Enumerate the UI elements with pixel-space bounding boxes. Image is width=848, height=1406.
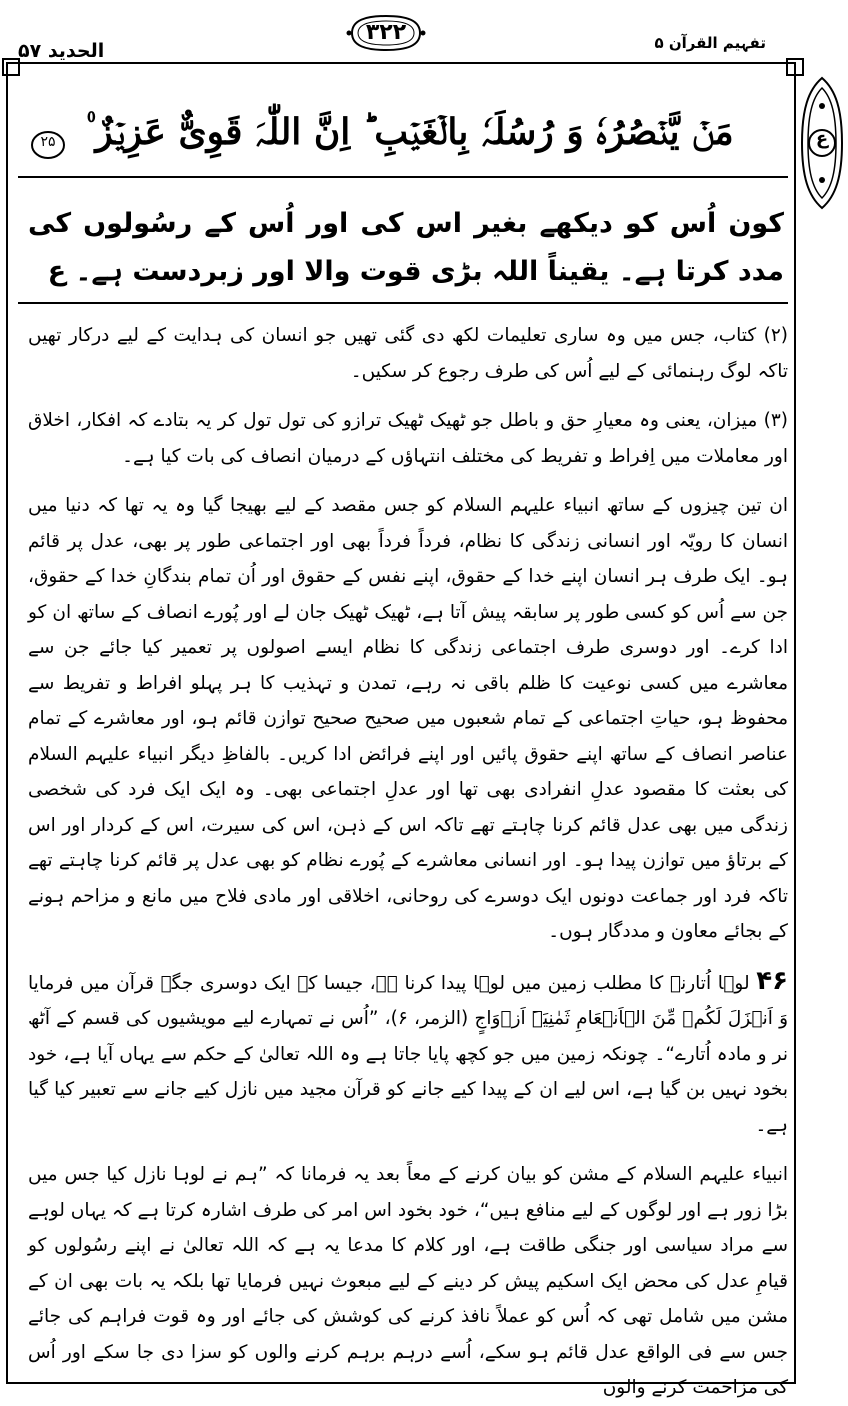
note-paragraph: انبیاء علیہم السلام کے مشن کو بیان کرنے کے معاً بعد یہ فرمانا کہ ”ہم نے لوہا نازل کیا جس میں بڑا زور ہے اور لوگوں کے لیے منافع ہیں“، خود بخود اس امر کی طرف اشارہ کرتا ہے کہ یہاں لوہے سے مراد سیاسی اور جنگی طاقت ہے، اور کلام کا مدعا یہ ہے کہ اللہ تعالیٰ نے اپنے رسُولوں کو قیامِ عدل کی محض ایک اسکیم پیش کر دینے کے لیے مبعوث نہیں فرمایا تھا بلکہ یہ بات بھی ان کے مشن میں شامل تھی کہ اُس کو عملاً نافذ کرنے کی کوشش کی جائے اور وہ قوت فراہم کی جائے جس سے فی الواقع عدل قائم ہو سکے، اُسے درہم برہم کرنے والوں کو سزا دی جا سکے اور اُس کی مزاحمت کرنے والوں	[28, 1164, 788, 1398]
note-paragraph: ان تین چیزوں کے ساتھ انبیاء علیہم السلام کو جس مقصد کے لیے بھیجا گیا وہ یہ تھا کہ دنیا میں انسان کا رویّہ اور انسانی زندگی کا نظام، فرداً فرداً بھی اور اجتماعی طور پر بھی، عدل پر قائم ہو۔ ایک طرف ہر انسان اپنے خدا کے حقوق، اپنے نفس کے حقوق اور اُن تمام بندگانِ خدا کے حقوق، جن سے اُس کو کسی طور پر سابقہ پیش آتا ہے، ٹھیک ٹھیک جان لے اور پُورے انصاف کے ساتھ ان کو ادا کرے۔ اور دوسری طرف اجتماعی زندگی کا نظام ایسے اصولوں پر تعمیر کیا جائے جن سے معاشرے میں کسی نوعیت کا ظلم باقی نہ رہے، تمدن و تہذیب کا ہر پہلو افراط و تفریط سے محفوظ ہو، حیاتِ اجتماعی کے تمام شعبوں میں صحیح صحیح توازن قائم ہو، اور معاشرے کے تمام عناصر انصاف کے ساتھ اپنے حقوق پائیں اور اپنے فرائض ادا کریں۔ بالفاظِ دیگر انبیاء علیہم السلام کی بعثت کا مقصود عدلِ انفرادی بھی تھا اور عدلِ اجتماعی بھی۔ وہ ایک ایک فرد کی شخصی زندگی میں بھی عدل قائم کرنا چاہتے تھے تاکہ اس کے ذہن، اس کی سیرت، اس کے کردار اور اس کے برتاؤ میں توازن پیدا ہو۔ اور انسانی معاشرے کے پُورے نظام کو بھی عدل پر قائم کرنا چاہتے تھے تاکہ فرد اور جماعت دونوں ایک دوسرے کی روحانی، اخلاقی اور مادی فلاح میں مانع و مزاحم ہونے کے بجائے معاون و مددگار ہوں۔	[28, 495, 788, 942]
ayah-number: ۲۵	[40, 134, 56, 150]
border-corner-ornament	[2, 58, 20, 76]
footnote-number: ۴۶	[756, 965, 788, 996]
border-corner-ornament	[786, 58, 804, 76]
divider	[18, 176, 788, 178]
page-header	[0, 0, 848, 70]
divider	[18, 302, 788, 304]
book-title: تفہیم القرآن ۵	[654, 34, 766, 52]
ruku-medallion	[800, 76, 844, 210]
commentary-notes	[28, 318, 788, 1406]
ruku-marker: ع	[815, 128, 829, 149]
note-paragraph: (۳) میزان، یعنی وہ معیارِ حق و باطل جو ٹھیک ٹھیک ترازو کی تول تول کر یہ بتادے کہ افکار، اخلاق اور معاملات میں اِفراط و تفریط کی مختلف انتہاؤں کے درمیان انصاف کی بات کیا ہے۔	[28, 410, 788, 467]
note-paragraph: (۲) کتاب، جس میں وہ ساری تعلیمات لکھ دی گئی تھیں جو انسان کی ہدایت کے لیے درکار تھیں تاکہ لوگ رہنمائی کے لیے اُس کی طرف رجوع کر سکیں۔	[28, 325, 788, 382]
urdu-translation: کون اُس کو دیکھے بغیر اس کی اور اُس کے رسُولوں کی مدد کرتا ہے۔ یقیناً اللہ بڑی قوت والا اور زبردست ہے۔ ع	[28, 208, 784, 287]
ayah-number-marker	[30, 130, 66, 160]
ayah-arabic-text: مَنۡ یَّنۡصُرُہٗ وَ رُسُلَہٗ بِالۡغَیۡبِ ؕ اِنَّ اللّٰہَ قَوِیٌّ عَزِیۡزٌ ۠	[86, 111, 734, 153]
page-number-badge	[346, 14, 426, 52]
page-number: ۳۲۲	[365, 20, 407, 45]
note-paragraph: ۴۶ لوہا اُتارنے کا مطلب زمین میں لوہا پیدا کرنا ہے، جیسا کہ ایک دوسری جگہ قرآن میں فرمایا وَ اَنۡزَلَ لَکُمۡ مِّنَ الۡاَنۡعَامِ ثَمٰنِیَۃَ اَزۡوَاجٍ (الزمر، ۶)، ”اُس نے تمہارے لیے مویشیوں کی قسم کے آٹھ نر و مادہ اُتارے“۔ چونکہ زمین میں جو کچھ پایا جاتا ہے وہ اللہ تعالیٰ کے حکم سے یہاں آیا ہے، خود بخود نہیں بن گیا ہے، اس لیے ان کے پیدا کیے جانے کو قرآن مجید میں نازل کیے جانے سے تعبیر کیا گیا ہے۔	[28, 965, 788, 1136]
surah-reference: الحدید ۵۷	[18, 40, 105, 62]
